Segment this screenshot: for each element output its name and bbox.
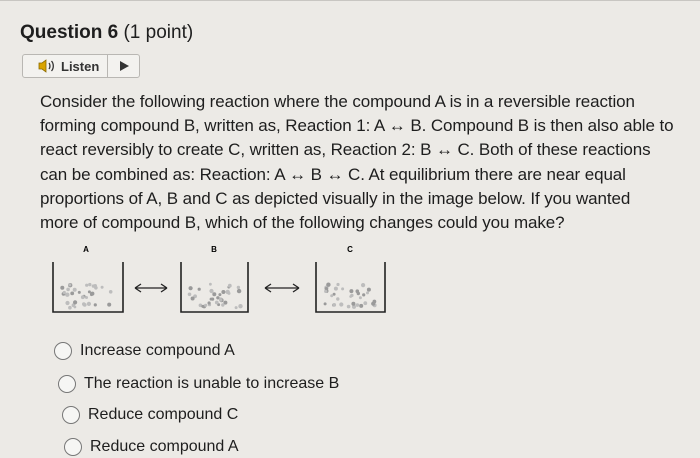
particle-dot	[92, 284, 95, 287]
option-label: The reaction is unable to increase B	[84, 375, 340, 392]
play-icon[interactable]	[118, 58, 134, 74]
double-arrow-icon	[265, 284, 299, 292]
particle-dot	[210, 298, 213, 301]
particle-dot	[324, 302, 327, 305]
particle-dot	[326, 283, 330, 287]
particle-dot	[191, 297, 195, 301]
particle-dot	[68, 306, 72, 310]
particle-dot	[237, 289, 241, 293]
particle-dot	[85, 284, 88, 287]
particle-dot	[334, 287, 338, 291]
particle-dot	[216, 296, 219, 299]
particle-dot	[65, 293, 69, 297]
particle-dot	[341, 287, 344, 290]
particle-dot	[330, 294, 333, 297]
particle-dot	[336, 297, 339, 300]
beaker-a	[53, 262, 123, 312]
particle-dot	[218, 293, 221, 296]
particle-dot	[363, 301, 367, 305]
body-line: more of compound B, which of the following changes could you make?	[40, 213, 565, 233]
top-divider	[0, 0, 700, 1]
particle-dot	[235, 306, 238, 309]
particle-dot	[63, 291, 66, 294]
beaker-b	[181, 262, 248, 312]
double-arrow-icon	[135, 284, 167, 292]
beaker-label-a: A	[83, 245, 89, 254]
particle-dot	[68, 283, 71, 286]
beaker-b-particles	[188, 283, 243, 309]
particle-dot	[219, 298, 222, 301]
particle-dot	[212, 292, 216, 296]
option-unable-to-increase-b[interactable]	[58, 375, 339, 393]
particle-dot	[336, 283, 339, 286]
particle-dot	[209, 283, 212, 286]
particle-dot	[107, 303, 111, 307]
particle-dot	[228, 284, 232, 288]
radio-button[interactable]	[58, 375, 76, 393]
particle-dot	[215, 301, 219, 305]
particle-dot	[73, 288, 77, 292]
particle-dot	[349, 289, 353, 293]
question-number: Question 6	[20, 22, 119, 43]
particle-dot	[238, 304, 242, 308]
particle-dot	[73, 300, 77, 304]
beaker-label-b: B	[211, 245, 217, 254]
option-increase-a[interactable]	[54, 342, 235, 360]
option-label: Reduce compound A	[90, 438, 239, 455]
particle-dot	[101, 286, 104, 289]
particle-dot	[81, 295, 85, 299]
particle-dot	[90, 293, 93, 296]
particle-dot	[371, 302, 375, 306]
beaker-a-particles	[60, 283, 112, 310]
particle-dot	[189, 286, 193, 290]
radio-button[interactable]	[54, 342, 72, 360]
particle-dot	[66, 288, 70, 292]
body-line: react reversibly to create C, written as, Reaction 2: B ↔ C. Both of these reactions	[40, 140, 651, 160]
particle-dot	[349, 295, 352, 298]
particle-dot	[347, 305, 351, 309]
option-label: Increase compound A	[80, 342, 235, 359]
particle-dot	[362, 293, 365, 296]
particle-dot	[60, 286, 64, 290]
particle-dot	[332, 303, 336, 307]
particle-dot	[70, 292, 74, 296]
particle-dot	[359, 304, 363, 308]
question-body	[40, 90, 680, 235]
body-line: Consider the following reaction where the compound A is in a reversible reaction	[40, 92, 635, 111]
radio-button[interactable]	[62, 406, 80, 424]
particle-dot	[188, 293, 192, 297]
particle-dot	[366, 291, 369, 294]
listen-separator	[107, 55, 108, 77]
particle-dot	[324, 290, 327, 293]
option-reduce-a[interactable]	[64, 438, 239, 456]
question-title	[20, 22, 193, 44]
particle-dot	[83, 303, 87, 307]
particle-dot	[78, 291, 81, 294]
particle-dot	[201, 305, 204, 308]
body-line: forming compound B, written as, Reaction 1: A ↔ B. Compound B is then also able to	[40, 116, 674, 136]
particle-dot	[65, 301, 69, 305]
question-points: (1 point)	[123, 22, 194, 43]
option-label: Reduce compound C	[88, 406, 239, 423]
particle-dot	[356, 303, 360, 307]
particle-dot	[221, 290, 225, 294]
particle-dot	[198, 288, 201, 291]
particle-dot	[87, 302, 91, 306]
particle-dot	[237, 286, 240, 289]
particle-dot	[74, 306, 77, 309]
particle-dot	[204, 304, 207, 307]
particle-dot	[361, 283, 365, 287]
particle-dot	[228, 292, 231, 295]
listen-button[interactable]	[22, 54, 140, 78]
particle-dot	[88, 283, 91, 286]
particle-dot	[356, 289, 360, 293]
particle-dot	[209, 289, 213, 293]
particle-dot	[208, 301, 211, 304]
radio-button[interactable]	[64, 438, 82, 456]
particle-dot	[221, 303, 224, 306]
option-reduce-c[interactable]	[62, 406, 238, 424]
particle-dot	[367, 288, 371, 292]
particle-dot	[88, 290, 91, 293]
particle-dot	[94, 303, 97, 306]
beaker-c-particles	[324, 283, 377, 309]
listen-label: Listen	[61, 58, 100, 74]
body-line: can be combined as: Reaction: A ↔ B ↔ C. At equilibrium there are near equal	[40, 164, 626, 184]
speaker-icon	[37, 56, 57, 76]
particle-dot	[109, 290, 113, 294]
particle-dot	[351, 302, 355, 306]
particle-dot	[359, 296, 362, 299]
body-line: proportions of A, B and C as depicted visually in the image below. If you wanted	[40, 188, 631, 208]
particle-dot	[339, 302, 343, 306]
beaker-label-c: C	[347, 245, 353, 254]
beaker-c	[316, 262, 385, 312]
equilibrium-figure	[40, 240, 420, 322]
